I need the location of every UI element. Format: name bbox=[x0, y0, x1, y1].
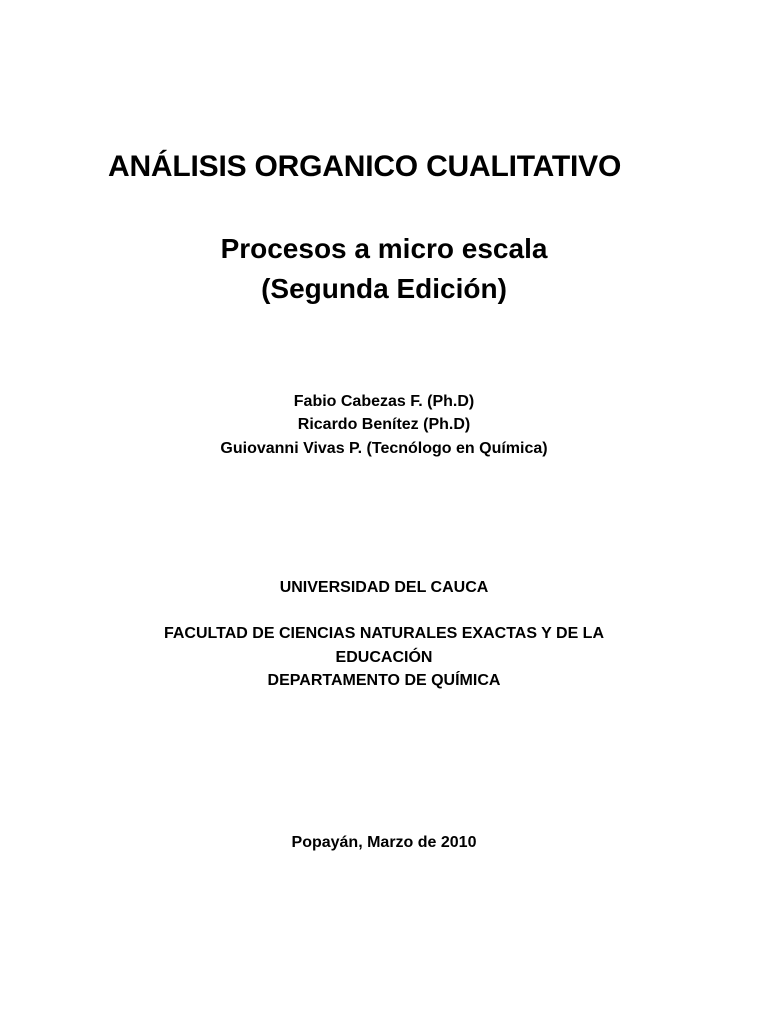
author-3: Guiovanni Vivas P. (Tecnólogo en Química) bbox=[220, 440, 548, 457]
place-date: Popayán, Marzo de 2010 bbox=[291, 834, 477, 851]
faculty-line-1: FACULTAD DE CIENCIAS NATURALES EXACTAS Y DE LA bbox=[163, 625, 605, 642]
document-title: ANÁLISIS ORGANICO CUALITATIVO bbox=[108, 150, 622, 183]
author-1: Fabio Cabezas F. (Ph.D) bbox=[293, 393, 475, 410]
faculty-line-2: EDUCACIÓN bbox=[335, 649, 433, 666]
subtitle-line-2: (Segunda Edición) bbox=[261, 273, 507, 304]
department-name: DEPARTAMENTO DE QUÍMICA bbox=[267, 672, 501, 689]
author-2: Ricardo Benítez (Ph.D) bbox=[297, 416, 471, 433]
subtitle-line-1: Procesos a micro escala bbox=[220, 233, 548, 264]
university-name: UNIVERSIDAD DEL CAUCA bbox=[279, 579, 489, 596]
